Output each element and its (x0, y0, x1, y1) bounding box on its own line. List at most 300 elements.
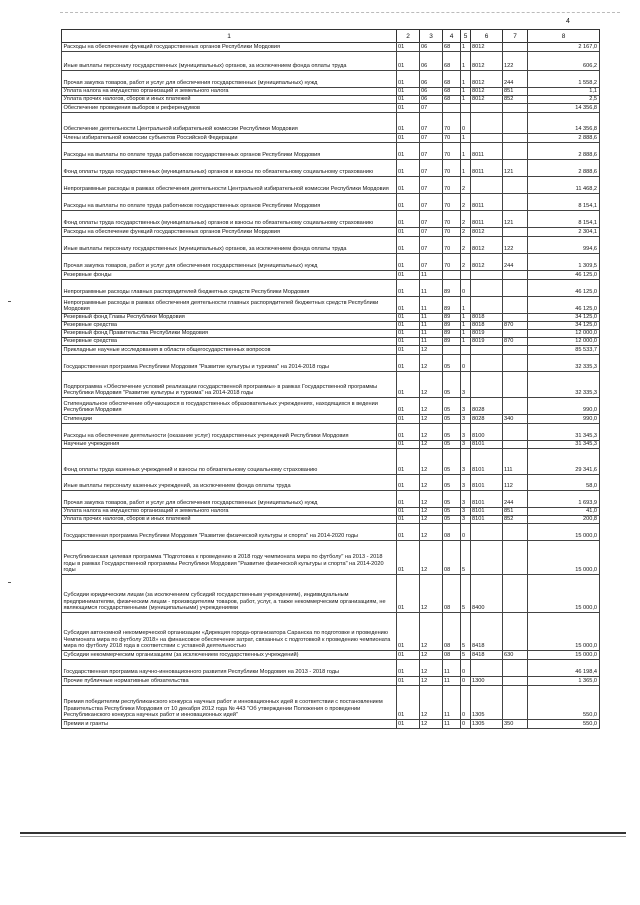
row-description: Непрограммные расходы в рамках обеспечения деятельности Центральной избирательной комиссии Республики Мордовия (61, 177, 397, 193)
row-description: Расходы на выплаты по оплате труда работников государственных органов Республики Мордовия (61, 194, 397, 210)
cell-c2: 01 (397, 113, 420, 133)
cell-c3: 12 (420, 415, 443, 423)
table-row (61, 398, 600, 415)
cell-c8: 14 356,8 (528, 113, 600, 133)
cell-c6: 8012 (471, 96, 503, 103)
cell-c5: 1 (461, 52, 471, 70)
cell-c7 (503, 613, 528, 650)
row-description: Государственная программа научно-инновационного развития Республики Мордовия на 2013 - 2018 годы (61, 660, 397, 676)
cell-c2: 01 (397, 475, 420, 490)
cell-c8: 32 335,3 (528, 372, 600, 397)
cell-c6 (471, 524, 503, 540)
cell-c3: 07 (420, 113, 443, 133)
cell-c3: 11 (420, 271, 443, 279)
table-row (61, 338, 600, 346)
cell-c3: 12 (420, 475, 443, 490)
table-row (61, 346, 600, 355)
cell-c8: 2 167,0 (528, 42, 600, 51)
cell-c6: 8012 (471, 42, 503, 51)
cell-c6 (471, 660, 503, 676)
cell-c8: 1 365,0 (528, 677, 600, 685)
cell-c8: 12 000,0 (528, 338, 600, 345)
table-row (61, 237, 600, 254)
cell-c5: 2 (461, 211, 471, 227)
cell-c3: 12 (420, 424, 443, 440)
cell-c6: 8018 (471, 322, 503, 329)
table-row (61, 71, 600, 88)
row-description: Фонд оплаты труда государственных (муниципальных) органов и взносы по обязательному социальному страхованию (61, 160, 397, 176)
cell-c2: 01 (397, 52, 420, 70)
cell-c6: 8101 (471, 516, 503, 523)
cell-c7: 851 (503, 88, 528, 95)
header-col-6: 6 (471, 29, 503, 43)
cell-c6: 8011 (471, 160, 503, 176)
table-row (61, 211, 600, 228)
cell-c6: 8100 (471, 424, 503, 440)
cell-c7: 244 (503, 254, 528, 270)
cell-c6: 8012 (471, 228, 503, 236)
cell-c5: 1 (461, 297, 471, 313)
cell-c8: 15 000,0 (528, 575, 600, 612)
cell-c3: 06 (420, 52, 443, 70)
cell-c7 (503, 297, 528, 313)
cell-c5: 2 (461, 177, 471, 193)
cell-c2: 01 (397, 177, 420, 193)
row-description: Непрограммные расходы в рамках обеспечения деятельности главных распорядителей бюджетных средств Республики Мордовия (61, 297, 397, 313)
table-row (61, 613, 600, 651)
cell-c4: 05 (443, 449, 461, 474)
cell-c3: 06 (420, 96, 443, 103)
cell-c7 (503, 42, 528, 51)
table-row (61, 88, 600, 96)
cell-c7 (503, 346, 528, 354)
cell-c4: 05 (443, 415, 461, 423)
row-description: Обеспечение деятельности Центральной избирательной комиссии Республики Мордовия (61, 113, 397, 133)
cell-c7: 111 (503, 449, 528, 474)
cell-c7 (503, 280, 528, 296)
cell-c4: 70 (443, 254, 461, 270)
table-row (61, 96, 600, 104)
margin-mark (8, 301, 11, 302)
margin-mark (8, 582, 11, 583)
table-row (61, 113, 600, 134)
row-description: Прочая закупка товаров, работ и услуг для обеспечения государственных (муниципальных) нужд (61, 254, 397, 270)
cell-c2: 01 (397, 660, 420, 676)
cell-c6 (471, 113, 503, 133)
cell-c8: 15 000,0 (528, 524, 600, 540)
cell-c6: 8019 (471, 338, 503, 345)
row-description: Фонд оплаты труда государственных (муниципальных) органов и взносы по обязательному социальному страхованию (61, 211, 397, 227)
cell-c7: 244 (503, 491, 528, 507)
cell-c4: 70 (443, 237, 461, 253)
cell-c2: 01 (397, 415, 420, 423)
cell-c3: 12 (420, 677, 443, 685)
row-description: Уплата налога на имущество организаций и земельного налога (61, 508, 397, 515)
header-col-7: 7 (503, 29, 528, 43)
cell-c8: 85 533,7 (528, 346, 600, 354)
cell-c5: 1 (461, 71, 471, 87)
cell-c7 (503, 194, 528, 210)
cell-c3: 12 (420, 441, 443, 448)
table-row (61, 424, 600, 441)
table-row (61, 541, 600, 575)
cell-c2: 01 (397, 88, 420, 95)
cell-c2: 01 (397, 449, 420, 474)
cell-c2: 01 (397, 322, 420, 329)
cell-c7 (503, 677, 528, 685)
cell-c7: 340 (503, 415, 528, 423)
cell-c3: 07 (420, 134, 443, 142)
cell-c4: 11 (443, 677, 461, 685)
cell-c2: 01 (397, 143, 420, 159)
cell-c5 (461, 104, 471, 112)
cell-c2: 01 (397, 686, 420, 719)
cell-c8: 11 468,2 (528, 177, 600, 193)
table-row (61, 508, 600, 516)
cell-c6: 8012 (471, 254, 503, 270)
cell-c7 (503, 541, 528, 574)
cell-c2: 01 (397, 104, 420, 112)
cell-c5: 5 (461, 651, 471, 659)
cell-c2: 01 (397, 516, 420, 523)
cell-c6 (471, 372, 503, 397)
cell-c7 (503, 355, 528, 371)
cell-c3: 12 (420, 372, 443, 397)
cell-c5: 3 (461, 424, 471, 440)
row-description: Расходы на выплаты по оплате труда работников государственных органов Республики Мордовия (61, 143, 397, 159)
cell-c8: 550,0 (528, 720, 600, 728)
row-description: Расходы на обеспечение деятельности (оказание услуг) государственных учреждений Республики Мордовия (61, 424, 397, 440)
cell-c4: 05 (443, 372, 461, 397)
cell-c8: 12 000,0 (528, 330, 600, 337)
cell-c6: 8019 (471, 330, 503, 337)
cell-c5: 3 (461, 449, 471, 474)
cell-c4: 05 (443, 441, 461, 448)
table-header (61, 29, 600, 43)
table-row (61, 720, 600, 729)
cell-c2: 01 (397, 297, 420, 313)
cell-c2: 01 (397, 330, 420, 337)
cell-c5: 2 (461, 194, 471, 210)
cell-c4: 70 (443, 134, 461, 142)
cell-c5: 0 (461, 524, 471, 540)
table-row (61, 449, 600, 475)
cell-c2: 01 (397, 398, 420, 414)
cell-c7 (503, 271, 528, 279)
row-description: Стипендии (61, 415, 397, 423)
row-description: Уплата прочих налогов, сборов и иных платежей (61, 516, 397, 523)
row-description: Прочая закупка товаров, работ и услуг для обеспечения государственных (муниципальных) нужд (61, 71, 397, 87)
cell-c3: 11 (420, 330, 443, 337)
cell-c8: 32 335,3 (528, 355, 600, 371)
cell-c5 (461, 346, 471, 354)
cell-c4: 68 (443, 88, 461, 95)
row-description: Республиканская целевая программа "Подготовка к проведению в 2018 году чемпионата мира по футболу" на 2013 - 2018 годы в рамках Государственной программы Республики Мордовия "Развитие физической культуры и спорта" на 2014-2020 годы (61, 541, 397, 574)
cell-c2: 01 (397, 254, 420, 270)
cell-c6: 8418 (471, 613, 503, 650)
cell-c4: 08 (443, 524, 461, 540)
cell-c7: 630 (503, 651, 528, 659)
cell-c7 (503, 524, 528, 540)
row-description: Премия победителям республиканского конкурса научных работ и инновационных идей в соответствии с постановлением Правительства Республики Мордовия от 10 декабря 2012 года № 443 "Об утверждении Положения о проведении Республиканского конкурса научных работ и инновационных идей" (61, 686, 397, 719)
cell-c8: 2 304,1 (528, 228, 600, 236)
cell-c7: 851 (503, 508, 528, 515)
cell-c3: 07 (420, 237, 443, 253)
cell-c4: 68 (443, 52, 461, 70)
cell-c7 (503, 314, 528, 321)
cell-c6: 8018 (471, 314, 503, 321)
cell-c2: 01 (397, 338, 420, 345)
cell-c4: 70 (443, 113, 461, 133)
page-bottom-rule-thin (20, 836, 626, 837)
cell-c5: 1 (461, 42, 471, 51)
cell-c3: 12 (420, 491, 443, 507)
header-col-4: 4 (443, 29, 461, 43)
cell-c5: 1 (461, 88, 471, 95)
cell-c5: 1 (461, 322, 471, 329)
cell-c4: 70 (443, 228, 461, 236)
row-description: Прикладные научные исследования в области общегосударственных вопросов (61, 346, 397, 354)
cell-c3: 12 (420, 720, 443, 728)
cell-c3: 06 (420, 42, 443, 51)
cell-c8: 15 000,0 (528, 651, 600, 659)
cell-c4: 05 (443, 475, 461, 490)
cell-c3: 11 (420, 338, 443, 345)
cell-c3: 12 (420, 398, 443, 414)
cell-c6 (471, 104, 503, 112)
cell-c4: 08 (443, 541, 461, 574)
cell-c2: 01 (397, 160, 420, 176)
cell-c6: 8012 (471, 237, 503, 253)
cell-c4 (443, 346, 461, 354)
cell-c6: 8011 (471, 194, 503, 210)
cell-c4: 89 (443, 314, 461, 321)
cell-c5: 3 (461, 441, 471, 448)
cell-c8: 2 888,6 (528, 143, 600, 159)
cell-c4: 11 (443, 660, 461, 676)
cell-c8: 200,8 (528, 516, 600, 523)
cell-c3: 11 (420, 314, 443, 321)
cell-c4: 08 (443, 613, 461, 650)
cell-c4: 68 (443, 96, 461, 103)
cell-c7 (503, 177, 528, 193)
page-top-rule (60, 12, 620, 13)
cell-c5: 1 (461, 96, 471, 103)
cell-c6: 8012 (471, 71, 503, 87)
cell-c4: 89 (443, 330, 461, 337)
cell-c8: 1 309,5 (528, 254, 600, 270)
row-description: Субсидии некоммерческим организациям (за исключением государственных учреждений) (61, 651, 397, 659)
cell-c5: 3 (461, 491, 471, 507)
cell-c4: 68 (443, 42, 461, 51)
cell-c4: 05 (443, 398, 461, 414)
cell-c6: 1305 (471, 686, 503, 719)
row-description: Резервный фонд Правительства Республики Мордовия (61, 330, 397, 337)
cell-c4: 89 (443, 280, 461, 296)
cell-c5: 0 (461, 113, 471, 133)
cell-c3: 07 (420, 211, 443, 227)
cell-c8: 46 125,0 (528, 271, 600, 279)
cell-c8: 15 000,0 (528, 541, 600, 574)
cell-c5: 1 (461, 143, 471, 159)
cell-c6: 8101 (471, 475, 503, 490)
cell-c7: 870 (503, 322, 528, 329)
table-row (61, 415, 600, 424)
cell-c5: 2 (461, 254, 471, 270)
cell-c2: 01 (397, 271, 420, 279)
table-row (61, 651, 600, 660)
row-description: Резервные средства (61, 322, 397, 329)
cell-c3: 07 (420, 104, 443, 112)
table-row (61, 143, 600, 160)
cell-c7 (503, 686, 528, 719)
cell-c6: 1300 (471, 677, 503, 685)
cell-c2: 01 (397, 651, 420, 659)
cell-c3: 07 (420, 160, 443, 176)
table-row (61, 516, 600, 524)
cell-c5: 0 (461, 355, 471, 371)
cell-c2: 01 (397, 71, 420, 87)
cell-c4: 05 (443, 516, 461, 523)
cell-c6: 1305 (471, 720, 503, 728)
cell-c8: 46 125,0 (528, 297, 600, 313)
cell-c4: 05 (443, 424, 461, 440)
cell-c8: 15 000,0 (528, 613, 600, 650)
cell-c3: 07 (420, 177, 443, 193)
cell-c4: 68 (443, 71, 461, 87)
cell-c8: 550,0 (528, 686, 600, 719)
cell-c5: 1 (461, 314, 471, 321)
table-row (61, 575, 600, 613)
header-col-2: 2 (397, 29, 420, 43)
cell-c3: 11 (420, 280, 443, 296)
cell-c3: 11 (420, 297, 443, 313)
cell-c7 (503, 398, 528, 414)
table-row (61, 524, 600, 541)
cell-c3: 07 (420, 194, 443, 210)
page-bottom-rule (20, 832, 626, 834)
cell-c7: 350 (503, 720, 528, 728)
cell-c5: 2 (461, 228, 471, 236)
table-row (61, 254, 600, 271)
header-col-5: 5 (461, 29, 471, 43)
table-row (61, 228, 600, 237)
table-row (61, 491, 600, 508)
cell-c2: 01 (397, 96, 420, 103)
cell-c8: 34 125,0 (528, 322, 600, 329)
header-col-3: 3 (420, 29, 443, 43)
budget-table-body (61, 42, 600, 830)
cell-c4: 08 (443, 651, 461, 659)
cell-c3: 12 (420, 541, 443, 574)
cell-c3: 07 (420, 254, 443, 270)
table-row (61, 372, 600, 398)
cell-c6: 8101 (471, 491, 503, 507)
cell-c5: 3 (461, 372, 471, 397)
cell-c6: 8011 (471, 211, 503, 227)
cell-c3: 07 (420, 228, 443, 236)
cell-c5: 2 (461, 237, 471, 253)
cell-c8: 2 888,6 (528, 160, 600, 176)
row-description: Члены избирательной комиссии субъектов Российской Федерации (61, 134, 397, 142)
cell-c8: 34 125,0 (528, 314, 600, 321)
cell-c2: 01 (397, 346, 420, 354)
table-row (61, 475, 600, 491)
cell-c7: 122 (503, 52, 528, 70)
cell-c8: 14 356,8 (528, 104, 600, 112)
row-description: Иные выплаты персоналу казенных учреждений, за исключением фонда оплаты труда (61, 475, 397, 490)
cell-c3: 12 (420, 524, 443, 540)
cell-c4: 70 (443, 143, 461, 159)
cell-c4: 70 (443, 160, 461, 176)
cell-c5: 0 (461, 720, 471, 728)
cell-c7: 121 (503, 160, 528, 176)
row-description: Фонд оплаты труда казенных учреждений и взносы по обязательному социальному страхованию (61, 449, 397, 474)
cell-c2: 01 (397, 228, 420, 236)
row-description: Расходы на обеспечение функций государственных органов Республики Мордовия (61, 42, 397, 51)
cell-c5: 1 (461, 134, 471, 142)
cell-c3: 12 (420, 660, 443, 676)
cell-c8: 41,0 (528, 508, 600, 515)
cell-c5: 5 (461, 613, 471, 650)
cell-c7: 870 (503, 338, 528, 345)
cell-c6 (471, 177, 503, 193)
cell-c6 (471, 346, 503, 354)
cell-c7 (503, 134, 528, 142)
cell-c3: 12 (420, 686, 443, 719)
cell-c2: 01 (397, 211, 420, 227)
cell-c5: 3 (461, 516, 471, 523)
row-description: Резервный фонд Главы Республики Мордовия (61, 314, 397, 321)
row-description: Уплата налога на имущество организаций и земельного налога (61, 88, 397, 95)
cell-c7 (503, 104, 528, 112)
row-description: Субсидия автономной некоммерческой организации «Дирекция города-организатора Саранска по подготовке и проведению Чемпионата мира по футболу 2018» на финансовое обеспечение затрат, связанных с подготовкой к проведению чемпионата мира по футболу 2018 года в соответствии с уставной деятельностью (61, 613, 397, 650)
cell-c4: 70 (443, 211, 461, 227)
cell-c8: 46 125,0 (528, 280, 600, 296)
cell-c6 (471, 271, 503, 279)
cell-c5: 3 (461, 508, 471, 515)
cell-c7: 112 (503, 475, 528, 490)
cell-c2: 01 (397, 720, 420, 728)
row-description: Расходы на обеспечение функций государственных органов Республики Мордовия (61, 228, 397, 236)
cell-c6: 8101 (471, 508, 503, 515)
row-description: Государственная программа Республики Мордовия "Развитие культуры и туризма" на 2014-2018 годы (61, 355, 397, 371)
cell-c2: 01 (397, 424, 420, 440)
cell-c6 (471, 297, 503, 313)
cell-c7: 244 (503, 71, 528, 87)
table-row (61, 297, 600, 314)
cell-c8: 1 558,2 (528, 71, 600, 87)
cell-c2: 01 (397, 134, 420, 142)
cell-c2: 01 (397, 508, 420, 515)
cell-c8: 46 198,4 (528, 660, 600, 676)
cell-c3: 12 (420, 516, 443, 523)
cell-c5: 5 (461, 575, 471, 612)
cell-c4: 89 (443, 322, 461, 329)
cell-c7 (503, 330, 528, 337)
cell-c7: 121 (503, 211, 528, 227)
cell-c5 (461, 271, 471, 279)
cell-c4: 11 (443, 720, 461, 728)
cell-c6: 8101 (471, 441, 503, 448)
table-row (61, 441, 600, 449)
cell-c6: 8028 (471, 398, 503, 414)
cell-c3: 12 (420, 346, 443, 354)
row-description: Стипендиальное обеспечение обучающихся в государственных образовательных учреждениях, находящихся в ведении Республики Мордовия (61, 398, 397, 414)
cell-c5: 3 (461, 475, 471, 490)
page-number: 4 (566, 18, 570, 25)
cell-c3: 12 (420, 355, 443, 371)
